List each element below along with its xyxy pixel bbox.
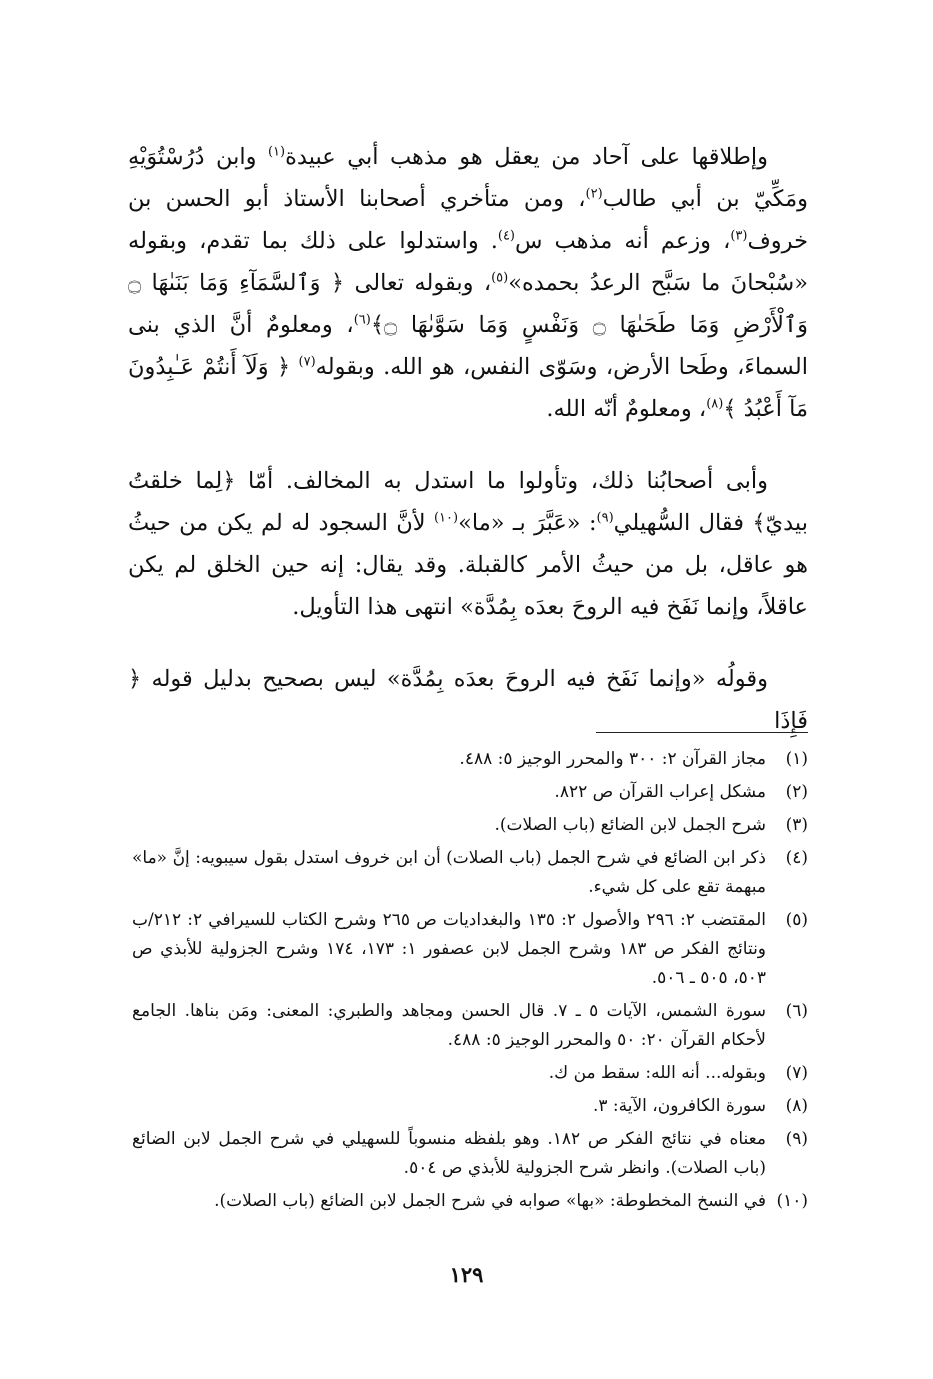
text-run: ، وبقوله تعالى ﴿ وَٱلسَّمَآءِ وَمَا بَنَىٰهَا ۝ وَٱلْأَرْضِ وَمَا طَحَىٰهَا ۝ وَنَفْسٍ وَمَا سَوَّىٰهَا ۝﴾ <box>128 270 808 338</box>
footnote-ref: (٣) <box>730 228 748 244</box>
footnote <box>132 1125 808 1183</box>
footnote-number: (٦) <box>785 1001 808 1021</box>
footnote-text: وبقوله... أنه الله: سقط من ك. <box>548 1063 766 1083</box>
footnote <box>132 745 808 774</box>
footnote <box>132 1059 808 1088</box>
footnote-number: (٨) <box>785 1096 808 1116</box>
footnote-text: في النسخ المخطوطة: «بها» صوابه في شرح الجمل لابن الضائع (باب الصلات). <box>214 1191 766 1211</box>
footnote <box>132 1092 808 1121</box>
footnote <box>132 844 808 902</box>
footnote-ref: (٧) <box>298 354 316 370</box>
footnote-text: معناه في نتائج الفكر ص ١٨٢. وهو بلفظه منسوباً للسهيلي في شرح الجمل لابن الضائع (باب الصلات). وانظر شرح الجزولية للأبذي ص ٥٠٤. <box>132 1129 766 1178</box>
footnote-ref: (٦) <box>353 312 371 328</box>
footnote <box>132 778 808 807</box>
footnote-ref: (٤) <box>497 228 515 244</box>
text-run: : «عَبَّرَ بـ «ما» <box>458 510 597 536</box>
text-run: ، وزعم أنه مذهب س <box>515 228 731 254</box>
footnote-number: (٩) <box>785 1129 808 1149</box>
footnote <box>132 906 808 993</box>
text-run: وأبى أصحابُنا ذلك، وتأولوا ما استدل به المخالف. أمّا ﴿لِما خلقتُ بيديّ﴾ فقال السُّهيلي <box>128 468 808 536</box>
footnote-ref: (٨) <box>706 396 724 412</box>
footnote-separator <box>596 732 808 733</box>
text-run: . واستدلوا على ذلك بما تقدم، وبقوله «سُبْحانَ ما سَبَّح الرعدُ بحمده» <box>128 228 808 296</box>
footnote <box>132 811 808 840</box>
footnote <box>132 997 808 1055</box>
paragraph-2 <box>128 460 808 628</box>
text-run: ، ومعلومٌ أنَّ الذي بنى السماءَ، وطَحا الأرض، وسَوّى النفس، هو الله. وبقوله <box>128 312 808 380</box>
footnote-number: (٣) <box>785 815 808 835</box>
paragraph-gap <box>128 628 808 658</box>
main-text <box>128 136 808 742</box>
footnote-text: مجاز القرآن ٢: ٣٠٠ والمحرر الوجيز ٥: ٤٨٨. <box>459 749 766 769</box>
footnote-text: سورة الكافرون، الآية: ٣. <box>592 1096 766 1116</box>
footnote-ref: (٢) <box>585 186 603 202</box>
footnote-text: سورة الشمس، الآيات ٥ ـ ٧. قال الحسن ومجاهد والطبري: المعنى: ومَن بناها. الجامع لأحكام القرآن ٢٠: ٥٠ والمحرر الوجيز ٥: ٤٨٨. <box>132 1001 766 1050</box>
footnote-text: المقتضب ٢: ٢٩٦ والأصول ٢: ١٣٥ والبغداديات ص ٢٦٥ وشرح الكتاب للسيرافي ٢: ٢١٢/ب ونتائج الفكر ص ١٨٣ وشرح الجمل لابن عصفور ١: ١٧٣، ١٧٤ وشرح الجزولية للأبذي ص ٥٠٣، ٥٠٥ ـ ٥٠٦. <box>132 910 767 988</box>
footnote-ref: (٥) <box>491 270 509 286</box>
text-run: ، ومن متأخري أصحابنا الأستاذ أبو الحسن بن خروف <box>128 186 808 254</box>
paragraph-gap <box>128 430 808 460</box>
text-run: وإطلاقها على آحاد من يعقل هو مذهب أبي عبيدة <box>285 144 768 170</box>
footnote-text: مشكل إعراب القرآن ص ٨٢٢. <box>554 782 766 802</box>
footnote-number: (٢) <box>785 782 808 802</box>
text-run: وقولُه «وإنما نَفَخ فيه الروحَ بعدَه بِمُدَّة» ليس بصحيح بدليل قوله ﴿ فَإِذَا <box>128 666 808 734</box>
text-run: وابن دُرُسْتُوَيْهِ ومَكِّيّ بن أبي طالب <box>128 144 808 212</box>
footnote-number: (١) <box>785 749 808 769</box>
text-run: لأنَّ السجود له لم يكن من حيثُ هو عاقل، بل من حيثُ الأمر كالقبلة. وقد يقال: إنه حين الخلق لم يكن عاقلاً، وإنما نَفَخ فيه الروحَ بعدَه بِمُدَّة» انتهى هذا التأويل. <box>128 510 808 620</box>
footnote-text: ذكر ابن الضائع في شرح الجمل (باب الصلات) أن ابن خروف استدل بقول سيبويه: إنَّ «ما» مبهمة تقع على كل شيء. <box>132 848 766 897</box>
text-run: ﴿ وَلَآ أَنتُمْ عَـٰبِدُونَ مَآ أَعْبُدُ ﴾ <box>128 354 808 422</box>
footnote-number: (١٠) <box>776 1191 808 1211</box>
footnotes <box>132 745 808 1220</box>
footnote-text: شرح الجمل لابن الضائع (باب الصلات). <box>494 815 766 835</box>
footnote-ref: (٩) <box>596 510 614 526</box>
footnote-ref: (١) <box>267 144 286 160</box>
paragraph-1 <box>128 136 808 430</box>
footnote <box>132 1187 808 1216</box>
text-run: ، ومعلومٌ أنّه الله. <box>546 396 707 422</box>
footnote-number: (٧) <box>785 1063 808 1083</box>
footnote-number: (٥) <box>785 910 808 930</box>
footnote-number: (٤) <box>785 848 808 868</box>
page-number: ١٢٩ <box>449 1262 484 1287</box>
footnote-ref: (١٠) <box>433 510 459 526</box>
paragraph-3 <box>128 658 808 742</box>
